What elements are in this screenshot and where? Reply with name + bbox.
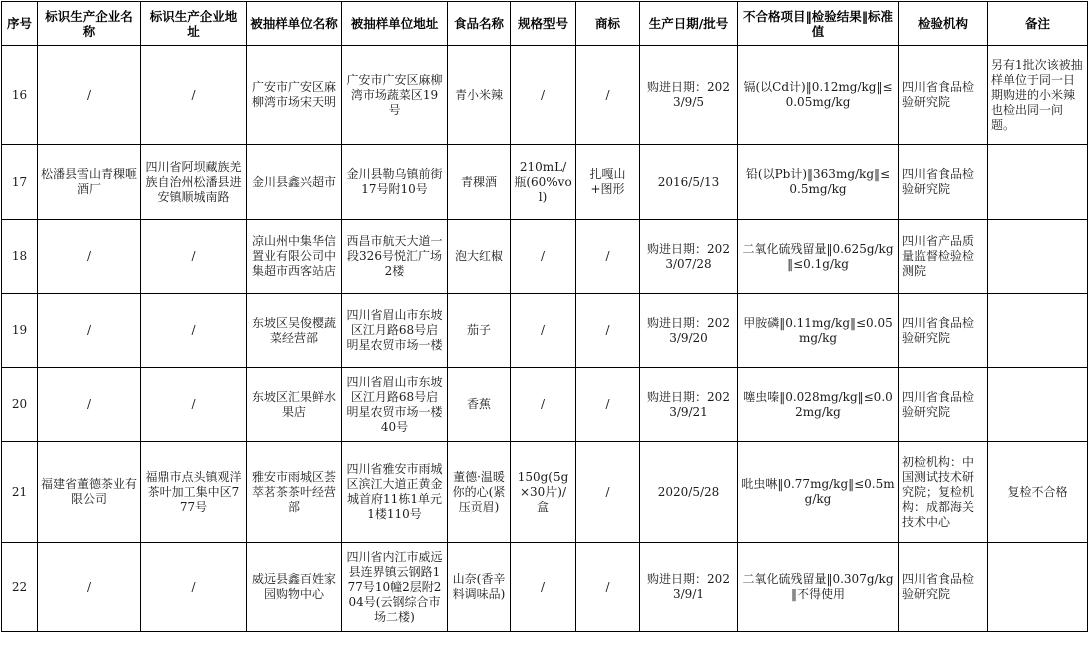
header-spec: 规格型号 [511,2,576,46]
cell-date: 购进日期：2023/9/1 [640,543,738,632]
cell-sampled-unit: 凉山州中集华信置业有限公司中集超市西客站店 [247,220,342,294]
cell-maker-address: 四川省阿坝藏族羌族自治州松潘县进安镇顺城南路 [141,145,247,220]
cell-date: 购进日期：2023/07/28 [640,220,738,294]
cell-sampled-unit-address: 广安市广安区麻柳湾市场蔬菜区19号 [342,46,448,145]
table-row [2,442,1088,543]
cell-failed-item: 噻虫嗪‖0.028mg/kg‖≤0.02mg/kg [738,368,899,442]
cell-food-name: 香蕉 [448,368,511,442]
cell-failed-item: 二氧化硫残留量‖0.625g/kg‖≤0.1g/kg [738,220,899,294]
header-brand: 商标 [576,2,640,46]
cell-failed-item: 甲胺磷‖0.11mg/kg‖≤0.05mg/kg [738,294,899,368]
cell-maker: / [38,46,141,145]
cell-sampled-unit: 广安市广安区麻柳湾市场宋天明 [247,46,342,145]
cell-food-name: 山奈(香辛料调味品) [448,543,511,632]
table-row [2,220,1088,294]
cell-spec: 150g(5g×30片)/盒 [511,442,576,543]
cell-food-name: 青稞酒 [448,145,511,220]
cell-lab: 四川省食品检验研究院 [899,543,988,632]
cell-sampled-unit-address: 四川省眉山市东坡区江月路68号启明星农贸市场一楼40号 [342,368,448,442]
cell-maker-address: / [141,294,247,368]
cell-spec: / [511,46,576,145]
cell-no: 21 [2,442,38,543]
cell-no: 18 [2,220,38,294]
cell-brand: / [576,220,640,294]
cell-spec: / [511,543,576,632]
cell-date: 购进日期：2023/9/5 [640,46,738,145]
cell-brand: / [576,46,640,145]
cell-date: 2020/5/28 [640,442,738,543]
cell-failed-item: 镉(以Cd计)‖0.12mg/kg‖≤0.05mg/kg [738,46,899,145]
cell-date: 2016/5/13 [640,145,738,220]
cell-maker-address: / [141,368,247,442]
cell-note [988,294,1088,368]
cell-note: 复检不合格 [988,442,1088,543]
cell-brand: / [576,368,640,442]
cell-lab: 四川省食品检验研究院 [899,145,988,220]
cell-sampled-unit: 东坡区吴俊樱蔬菜经营部 [247,294,342,368]
cell-maker: / [38,368,141,442]
cell-no: 20 [2,368,38,442]
cell-brand: / [576,442,640,543]
cell-lab: 四川省食品检验研究院 [899,294,988,368]
cell-sampled-unit: 金川县鑫兴超市 [247,145,342,220]
cell-sampled-unit: 雅安市雨城区荟萃茗茶茶叶经营部 [247,442,342,543]
cell-lab: 初检机构：中国测试技术研究院；复检机构：成都海关技术中心 [899,442,988,543]
cell-sampled-unit: 东坡区汇果鲜水果店 [247,368,342,442]
cell-brand: 扎嘎山+图形 [576,145,640,220]
cell-spec: 210mL/瓶(60%vol) [511,145,576,220]
cell-note [988,368,1088,442]
header-sampled-unit-address: 被抽样单位地址 [342,2,448,46]
header-note: 备注 [988,2,1088,46]
header-lab: 检验机构 [899,2,988,46]
cell-note [988,220,1088,294]
cell-no: 17 [2,145,38,220]
cell-date: 购进日期：2023/9/21 [640,368,738,442]
cell-maker: / [38,294,141,368]
header-failed-item: 不合格项目‖检验结果‖标准值 [738,2,899,46]
cell-sampled-unit: 威远县鑫百姓家园购物中心 [247,543,342,632]
cell-sampled-unit-address: 西昌市航天大道一段326号悦汇广场2楼 [342,220,448,294]
cell-food-name: 泡大红椒 [448,220,511,294]
header-maker: 标识生产企业名称 [38,2,141,46]
cell-date: 购进日期：2023/9/20 [640,294,738,368]
cell-maker: 福建省董德茶业有限公司 [38,442,141,543]
cell-maker: 松潘县雪山青稞咂酒厂 [38,145,141,220]
table-row [2,294,1088,368]
header-maker-address: 标识生产企业地址 [141,2,247,46]
cell-note [988,145,1088,220]
cell-food-name: 董德·温暖你的心(紧压贡眉) [448,442,511,543]
header-date: 生产日期/批号 [640,2,738,46]
cell-sampled-unit-address: 四川省眉山市东坡区江月路68号启明星农贸市场一楼 [342,294,448,368]
cell-maker: / [38,543,141,632]
cell-no: 16 [2,46,38,145]
cell-food-name: 青小米辣 [448,46,511,145]
cell-brand: / [576,543,640,632]
table-row [2,46,1088,145]
cell-note [988,543,1088,632]
table-row [2,145,1088,220]
cell-failed-item: 二氧化硫残留量‖0.307g/kg‖不得使用 [738,543,899,632]
inspection-table [1,1,1088,632]
table-row [2,543,1088,632]
cell-lab: 四川省食品检验研究院 [899,46,988,145]
cell-lab: 四川省食品检验研究院 [899,368,988,442]
cell-note: 另有1批次该被抽样单位于同一日期购进的小米辣也检出同一问题。 [988,46,1088,145]
header-no: 序号 [2,2,38,46]
header-row [2,2,1088,46]
cell-food-name: 茄子 [448,294,511,368]
cell-maker: / [38,220,141,294]
header-food-name: 食品名称 [448,2,511,46]
cell-maker-address: / [141,543,247,632]
cell-maker-address: / [141,46,247,145]
header-sampled-unit: 被抽样单位名称 [247,2,342,46]
cell-spec: / [511,368,576,442]
cell-no: 19 [2,294,38,368]
cell-sampled-unit-address: 四川省内江市威远县连界镇云钢路177号10幢2层附204号(云钢综合市场二楼) [342,543,448,632]
cell-failed-item: 铅(以Pb计)‖363mg/kg‖≤0.5mg/kg [738,145,899,220]
cell-sampled-unit-address: 金川县勒乌镇前街17号附10号 [342,145,448,220]
cell-sampled-unit-address: 四川省雅安市雨城区滨江大道正黄金城首府11栋1单元1楼110号 [342,442,448,543]
cell-maker-address: / [141,220,247,294]
table-row [2,368,1088,442]
cell-spec: / [511,220,576,294]
cell-failed-item: 吡虫啉‖0.77mg/kg‖≤0.5mg/kg [738,442,899,543]
cell-maker-address: 福鼎市点头镇观洋茶叶加工集中区777号 [141,442,247,543]
cell-no: 22 [2,543,38,632]
cell-lab: 四川省产品质量监督检验检测院 [899,220,988,294]
cell-brand: / [576,294,640,368]
cell-spec: / [511,294,576,368]
